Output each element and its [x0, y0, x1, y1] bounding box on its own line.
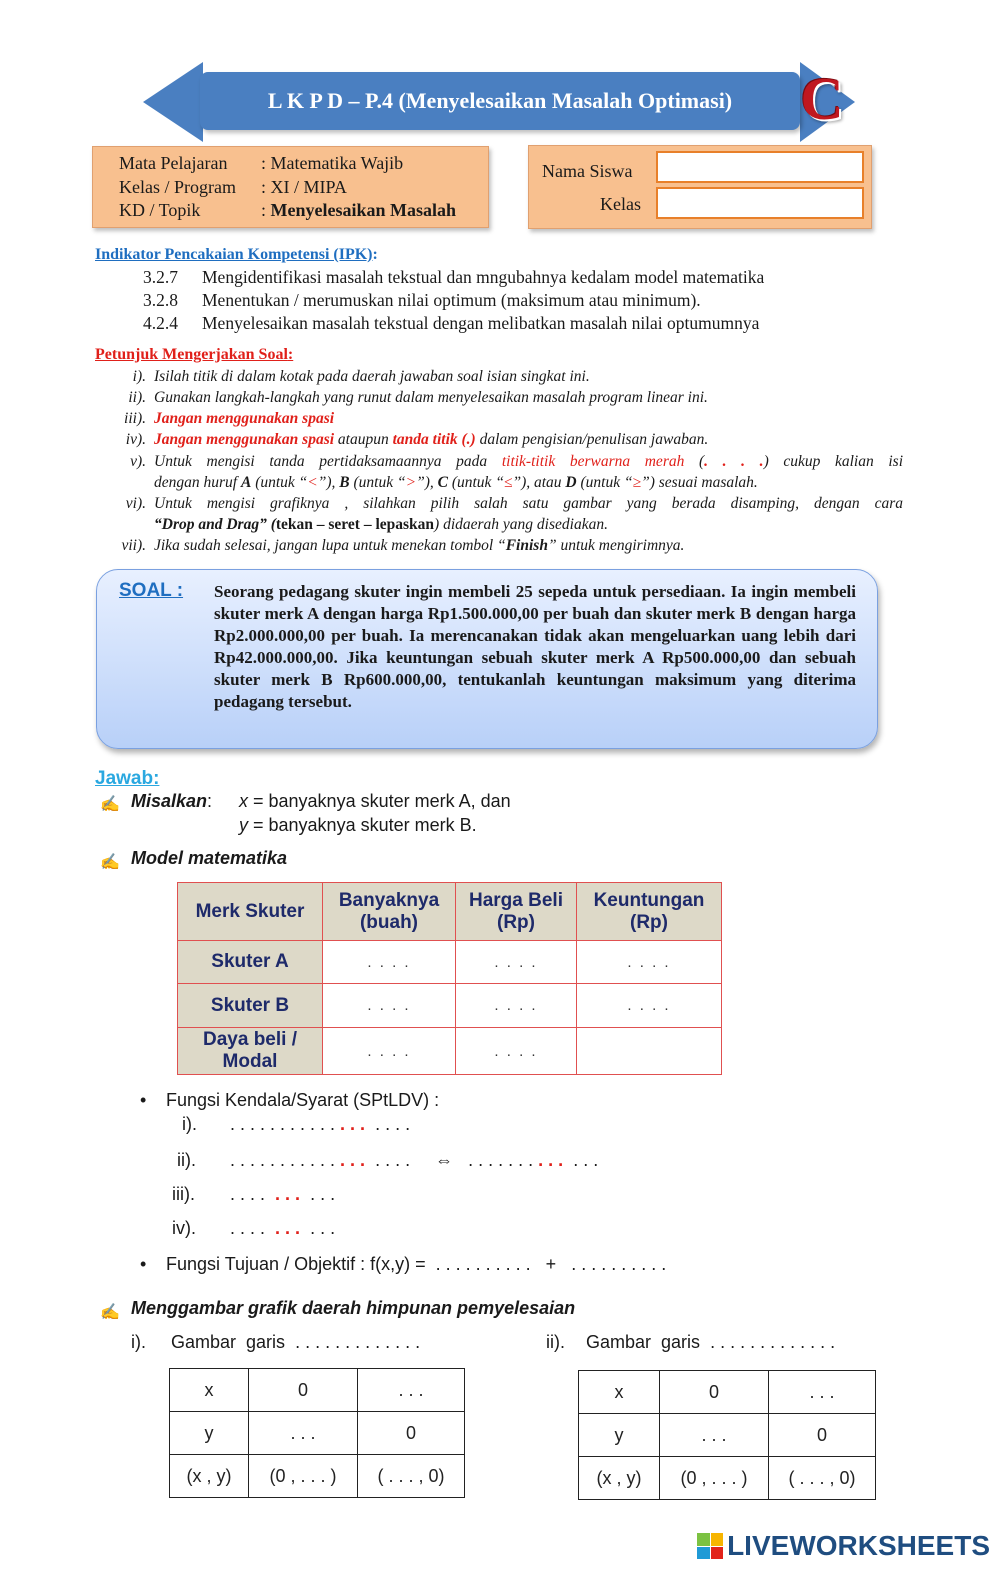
info-value: : XI / MIPA [261, 177, 347, 197]
x-def-text: = banyaknya skuter merk A, dan [248, 791, 511, 811]
table-row [579, 1371, 876, 1414]
line-i-label [131, 1332, 420, 1353]
blank[interactable]: . . . . . . . . . . [435, 1254, 531, 1274]
table-row [579, 1414, 876, 1457]
t: (untuk “ [349, 474, 406, 491]
instruction-num: iv). [125, 431, 146, 448]
t: ”), [416, 474, 438, 491]
answer-cell[interactable]: ( . . . , 0) [769, 1457, 876, 1500]
answer-cell[interactable]: (0 , . . . ) [249, 1455, 358, 1498]
answer-cell[interactable]: . . . . [577, 984, 722, 1028]
inequality-blank[interactable]: . . . [275, 1218, 301, 1238]
instruction-text: Gunakan langkah-langkah yang runut dalam menyelesaikan masalah program linear ini. [154, 389, 708, 406]
table-row [178, 1028, 722, 1075]
petunjuk-colon: : [287, 346, 294, 363]
problem-text: Seorang pedagang skuter ingin membeli 25 sepeda untuk persediaan. Ia ingin membeli skuter merk A dengan harga Rp1.500.000,00 per buah dan skuter merk B dengan harga Rp2.000.000,00 per buah. Ia merencanakan tidak akan mengeluarkan uang lebih dari Rp42.000.000,00. Jika keuntungan sebuah skuter merk A Rp500.000,00 dan sebuah skuter merk B Rp600.000,00, tentukanlah keuntungan maksimum yang diterima pedagang tersebut. [214, 582, 856, 711]
t: (untuk “ [447, 474, 504, 491]
instruction-text-mid: ataupun [334, 431, 393, 448]
worksheet-title: L K P D – P.4 (Menyelesaikan Masalah Optimasi) [200, 72, 800, 130]
ipk-item [143, 313, 759, 334]
misalkan-label: Misalkan [131, 791, 208, 811]
instruction-text [154, 453, 903, 471]
red-dots: . . . . [704, 453, 764, 470]
red-dots-hint: titik-titik berwarna merah [501, 453, 685, 470]
table-cell: 0 [358, 1412, 465, 1455]
instruction-text-line2 [154, 474, 758, 492]
ipk-text: Menentukan / merumuskan nilai optimum (maksimum atau minimum). [202, 290, 701, 310]
liveworksheets-mark-icon [697, 1533, 723, 1559]
line-num: i). [131, 1332, 146, 1352]
ipk-colon: : [372, 246, 378, 263]
inequality-blank[interactable]: . . . [538, 1150, 564, 1170]
letter-c: C [437, 474, 448, 491]
instruction-num: vii). [121, 537, 146, 554]
blank[interactable]: . . . . [375, 1150, 411, 1170]
constraint-num: ii). [177, 1150, 196, 1170]
problem-box [96, 569, 878, 749]
ipk-item [143, 290, 701, 311]
table-row [178, 984, 722, 1028]
blank[interactable]: . . . . . . . . . . . . . [710, 1332, 836, 1352]
banner-left-arrow [143, 62, 203, 142]
constraint-title: Fungsi Kendala/Syarat (SPtLDV) : [166, 1090, 440, 1110]
constraint-iii [172, 1184, 335, 1205]
line-ii-table [578, 1370, 876, 1500]
graph-title: Menggambar grafik daerah himpunan pemyelesaian [131, 1298, 576, 1318]
objective-label: Fungsi Tujuan / Objektif : f(x,y) = [166, 1254, 426, 1274]
table-cell: 0 [660, 1371, 769, 1414]
row-label: Skuter A [178, 941, 323, 984]
table-cell: 0 [249, 1369, 358, 1412]
info-label: KD / Topik [119, 200, 201, 220]
line-ii-label [546, 1332, 835, 1353]
instruction-warning: Jangan menggunakan spasi [154, 410, 335, 427]
row-label: Daya beli / Modal [178, 1028, 323, 1075]
table-cell: y [170, 1412, 249, 1455]
info-row-subject [119, 153, 403, 174]
letter-b: B [339, 474, 350, 491]
blank[interactable]: . . . . . . . . . . . [230, 1150, 336, 1170]
problem-label: SOAL : [119, 580, 184, 601]
info-label: Mata Pelajaran [119, 153, 228, 173]
blank[interactable]: . . . [573, 1150, 599, 1170]
answer-title: Jawab: [95, 768, 160, 789]
ipk-title [95, 246, 378, 264]
instruction-text-c: ) cukup kalian isi [763, 453, 904, 470]
class-label: Kelas [600, 194, 641, 214]
table-cell: x [170, 1369, 249, 1412]
subject-info-box [92, 146, 489, 228]
info-value: : Matematika Wajib [261, 153, 404, 173]
petunjuk-title-text: Petunjuk Mengerjakan Soal [95, 346, 288, 363]
row-label: Skuter B [178, 984, 323, 1028]
symbol-lt: < [307, 474, 318, 491]
t: ”), atau [512, 474, 566, 491]
symbol-ge: ≥ [632, 474, 642, 491]
y-def-text: = banyaknya skuter merk B. [248, 815, 477, 835]
table-row [579, 1457, 876, 1500]
instruction-text-a: Untuk mengisi tanda pertidaksamaannya pada [154, 453, 502, 470]
t: tekan – seret – lepaskan [275, 516, 435, 533]
t: (untuk “ [576, 474, 633, 491]
answer-cell[interactable]: (0 , . . . ) [660, 1457, 769, 1500]
x-definition [239, 791, 511, 812]
line-label: Gambar garis [171, 1332, 286, 1352]
instruction-text [154, 537, 684, 555]
var-y: y [239, 815, 248, 835]
inequality-blank[interactable]: . . . [275, 1184, 301, 1204]
table-cell: y [579, 1414, 660, 1457]
line-i-table [169, 1368, 465, 1498]
warning-no-space: Jangan menggunakan spasi [154, 431, 335, 448]
answer-cell[interactable]: ( . . . , 0) [358, 1455, 465, 1498]
t: ”) sesuai masalah. [641, 474, 758, 491]
constraint-num: iv). [172, 1218, 196, 1238]
answer-cell[interactable]: . . . . [456, 941, 577, 984]
answer-cell[interactable]: . . . [660, 1414, 769, 1457]
petunjuk-title [95, 346, 293, 364]
answer-cell[interactable]: . . . [249, 1412, 358, 1455]
ipk-item [143, 267, 764, 288]
constraint-num: i). [182, 1114, 197, 1134]
symbol-gt: > [405, 474, 417, 491]
letter-d: D [565, 474, 577, 491]
student-class-input[interactable] [656, 187, 864, 219]
instruction-text-line2 [154, 516, 608, 534]
symbol-le: ≤ [503, 474, 513, 491]
answer-cell[interactable]: . . . . [456, 1028, 577, 1075]
instruction-num: ii). [128, 389, 146, 406]
letter-a: A [240, 474, 252, 491]
table-row [170, 1369, 465, 1412]
ipk-text: Mengidentifikasi masalah tekstual dan mngubahnya kedalam model matematika [202, 267, 765, 287]
header-harga: Harga Beli (Rp) [456, 883, 577, 941]
t: ” untuk mengirimnya. [547, 537, 685, 554]
answer-cell[interactable]: . . . . [577, 941, 722, 984]
blank[interactable]: . . . . . . . [468, 1150, 534, 1170]
model-title: Model matematika [131, 848, 288, 868]
equivalence-icon: ⇔ [435, 1150, 454, 1170]
name-label: Nama Siswa [542, 161, 633, 181]
var-x: x [239, 791, 248, 811]
warning-no-dot: tanda titik (.) [392, 431, 476, 448]
answer-cell[interactable]: . . . . [323, 1028, 456, 1075]
constraint-ii [177, 1150, 598, 1171]
t: ) didaerah yang disediakan. [434, 516, 608, 533]
header-keuntungan: Keuntungan (Rp) [577, 883, 722, 941]
pencil-icon: ✍ [100, 1304, 120, 1321]
pencil-icon: ✍ [100, 854, 120, 871]
table-row [170, 1412, 465, 1455]
table-row [170, 1455, 465, 1498]
info-value: : [261, 200, 271, 220]
objective-function [166, 1254, 666, 1275]
y-definition [239, 815, 477, 836]
info-row-topic [119, 200, 456, 221]
pencil-icon: ✍ [100, 796, 120, 813]
line-label: Gambar garis [586, 1332, 701, 1352]
info-row-class [119, 177, 347, 198]
blank[interactable]: . . . . [230, 1184, 266, 1204]
blank[interactable]: . . . [310, 1218, 336, 1238]
table-cell: (x , y) [170, 1455, 249, 1498]
t: Jika sudah selesai, jangan lupa untuk menekan tombol “ [154, 537, 506, 554]
answer-cell[interactable]: . . . . [323, 984, 456, 1028]
header-banyaknya: Banyaknya (buah) [323, 883, 456, 941]
answer-cell[interactable]: . . . [769, 1371, 876, 1414]
blank[interactable]: . . . . . . . . . . [571, 1254, 667, 1274]
instruction-num: vi). [125, 495, 146, 512]
blank[interactable]: . . . . . . . . . . . . . [295, 1332, 421, 1352]
answer-cell[interactable]: . . . [358, 1369, 465, 1412]
ipk-code: 4.2.4 [143, 313, 178, 333]
instruction-text: Untuk mengisi grafiknya , silahkan pilih salah satu gambar yang berada disamping, dengan cara [154, 495, 903, 512]
instruction-text-b: ( [684, 453, 705, 470]
constraint-num: iii). [172, 1184, 195, 1204]
instruction-text-end: dalam pengisian/penulisan jawaban. [475, 431, 709, 448]
finish-word: Finish [505, 537, 548, 554]
colon: : [207, 791, 213, 811]
t: “Drop and Drag” ( [154, 516, 276, 533]
inequality-blank[interactable]: . . . [340, 1114, 366, 1134]
table-cell: x [579, 1371, 660, 1414]
header-merk: Merk Skuter [178, 883, 323, 941]
constraint-i [182, 1114, 410, 1135]
instruction-num: iii). [124, 410, 146, 427]
constraint-iv [172, 1218, 335, 1239]
answer-cell[interactable]: . . . . [456, 984, 577, 1028]
bullet: • [140, 1090, 147, 1110]
instruction-text [154, 431, 708, 449]
liveworksheets-logo [697, 1530, 990, 1562]
table-row [178, 941, 722, 984]
t: (untuk “ [251, 474, 308, 491]
table-cell: 0 [769, 1414, 876, 1457]
blank[interactable]: . . . . [375, 1114, 411, 1134]
answer-cell[interactable]: . . . . [323, 941, 456, 984]
badge-c: C [800, 65, 844, 132]
t: dengan huruf [154, 474, 241, 491]
empty-cell [577, 1028, 722, 1075]
blank[interactable]: . . . . [230, 1218, 266, 1238]
logo-text: LIVEWORKSHEETS [727, 1530, 990, 1561]
table-cell: (x , y) [579, 1457, 660, 1500]
blank[interactable]: . . . [310, 1184, 336, 1204]
table-header-row [178, 883, 722, 941]
instruction-num: v). [130, 453, 146, 470]
info-label: Kelas / Program [119, 177, 236, 197]
ipk-code: 3.2.7 [143, 267, 178, 287]
student-name-input[interactable] [656, 151, 864, 183]
ipk-text: Menyelesaikan masalah tekstual dengan melibatkan masalah nilai optumumnya [202, 313, 760, 333]
misalkan-line [131, 791, 212, 812]
ipk-title-text: Indikator Pencakaian Kompetensi (IPK) [95, 246, 373, 263]
instruction-num: i). [132, 368, 146, 385]
plus-sign: + [545, 1254, 557, 1274]
ipk-code: 3.2.8 [143, 290, 178, 310]
info-value-bold: Menyelesaikan Masalah [270, 200, 457, 220]
bullet: • [140, 1254, 147, 1274]
blank[interactable]: . . . . . . . . . . . [230, 1114, 336, 1134]
t: ”), [317, 474, 340, 491]
line-num: ii). [546, 1332, 565, 1352]
instruction-text: Isilah titik di dalam kotak pada daerah jawaban soal isian singkat ini. [154, 368, 590, 385]
model-table [177, 882, 722, 1075]
student-info-box [528, 145, 872, 229]
inequality-blank[interactable]: . . . [340, 1150, 366, 1170]
